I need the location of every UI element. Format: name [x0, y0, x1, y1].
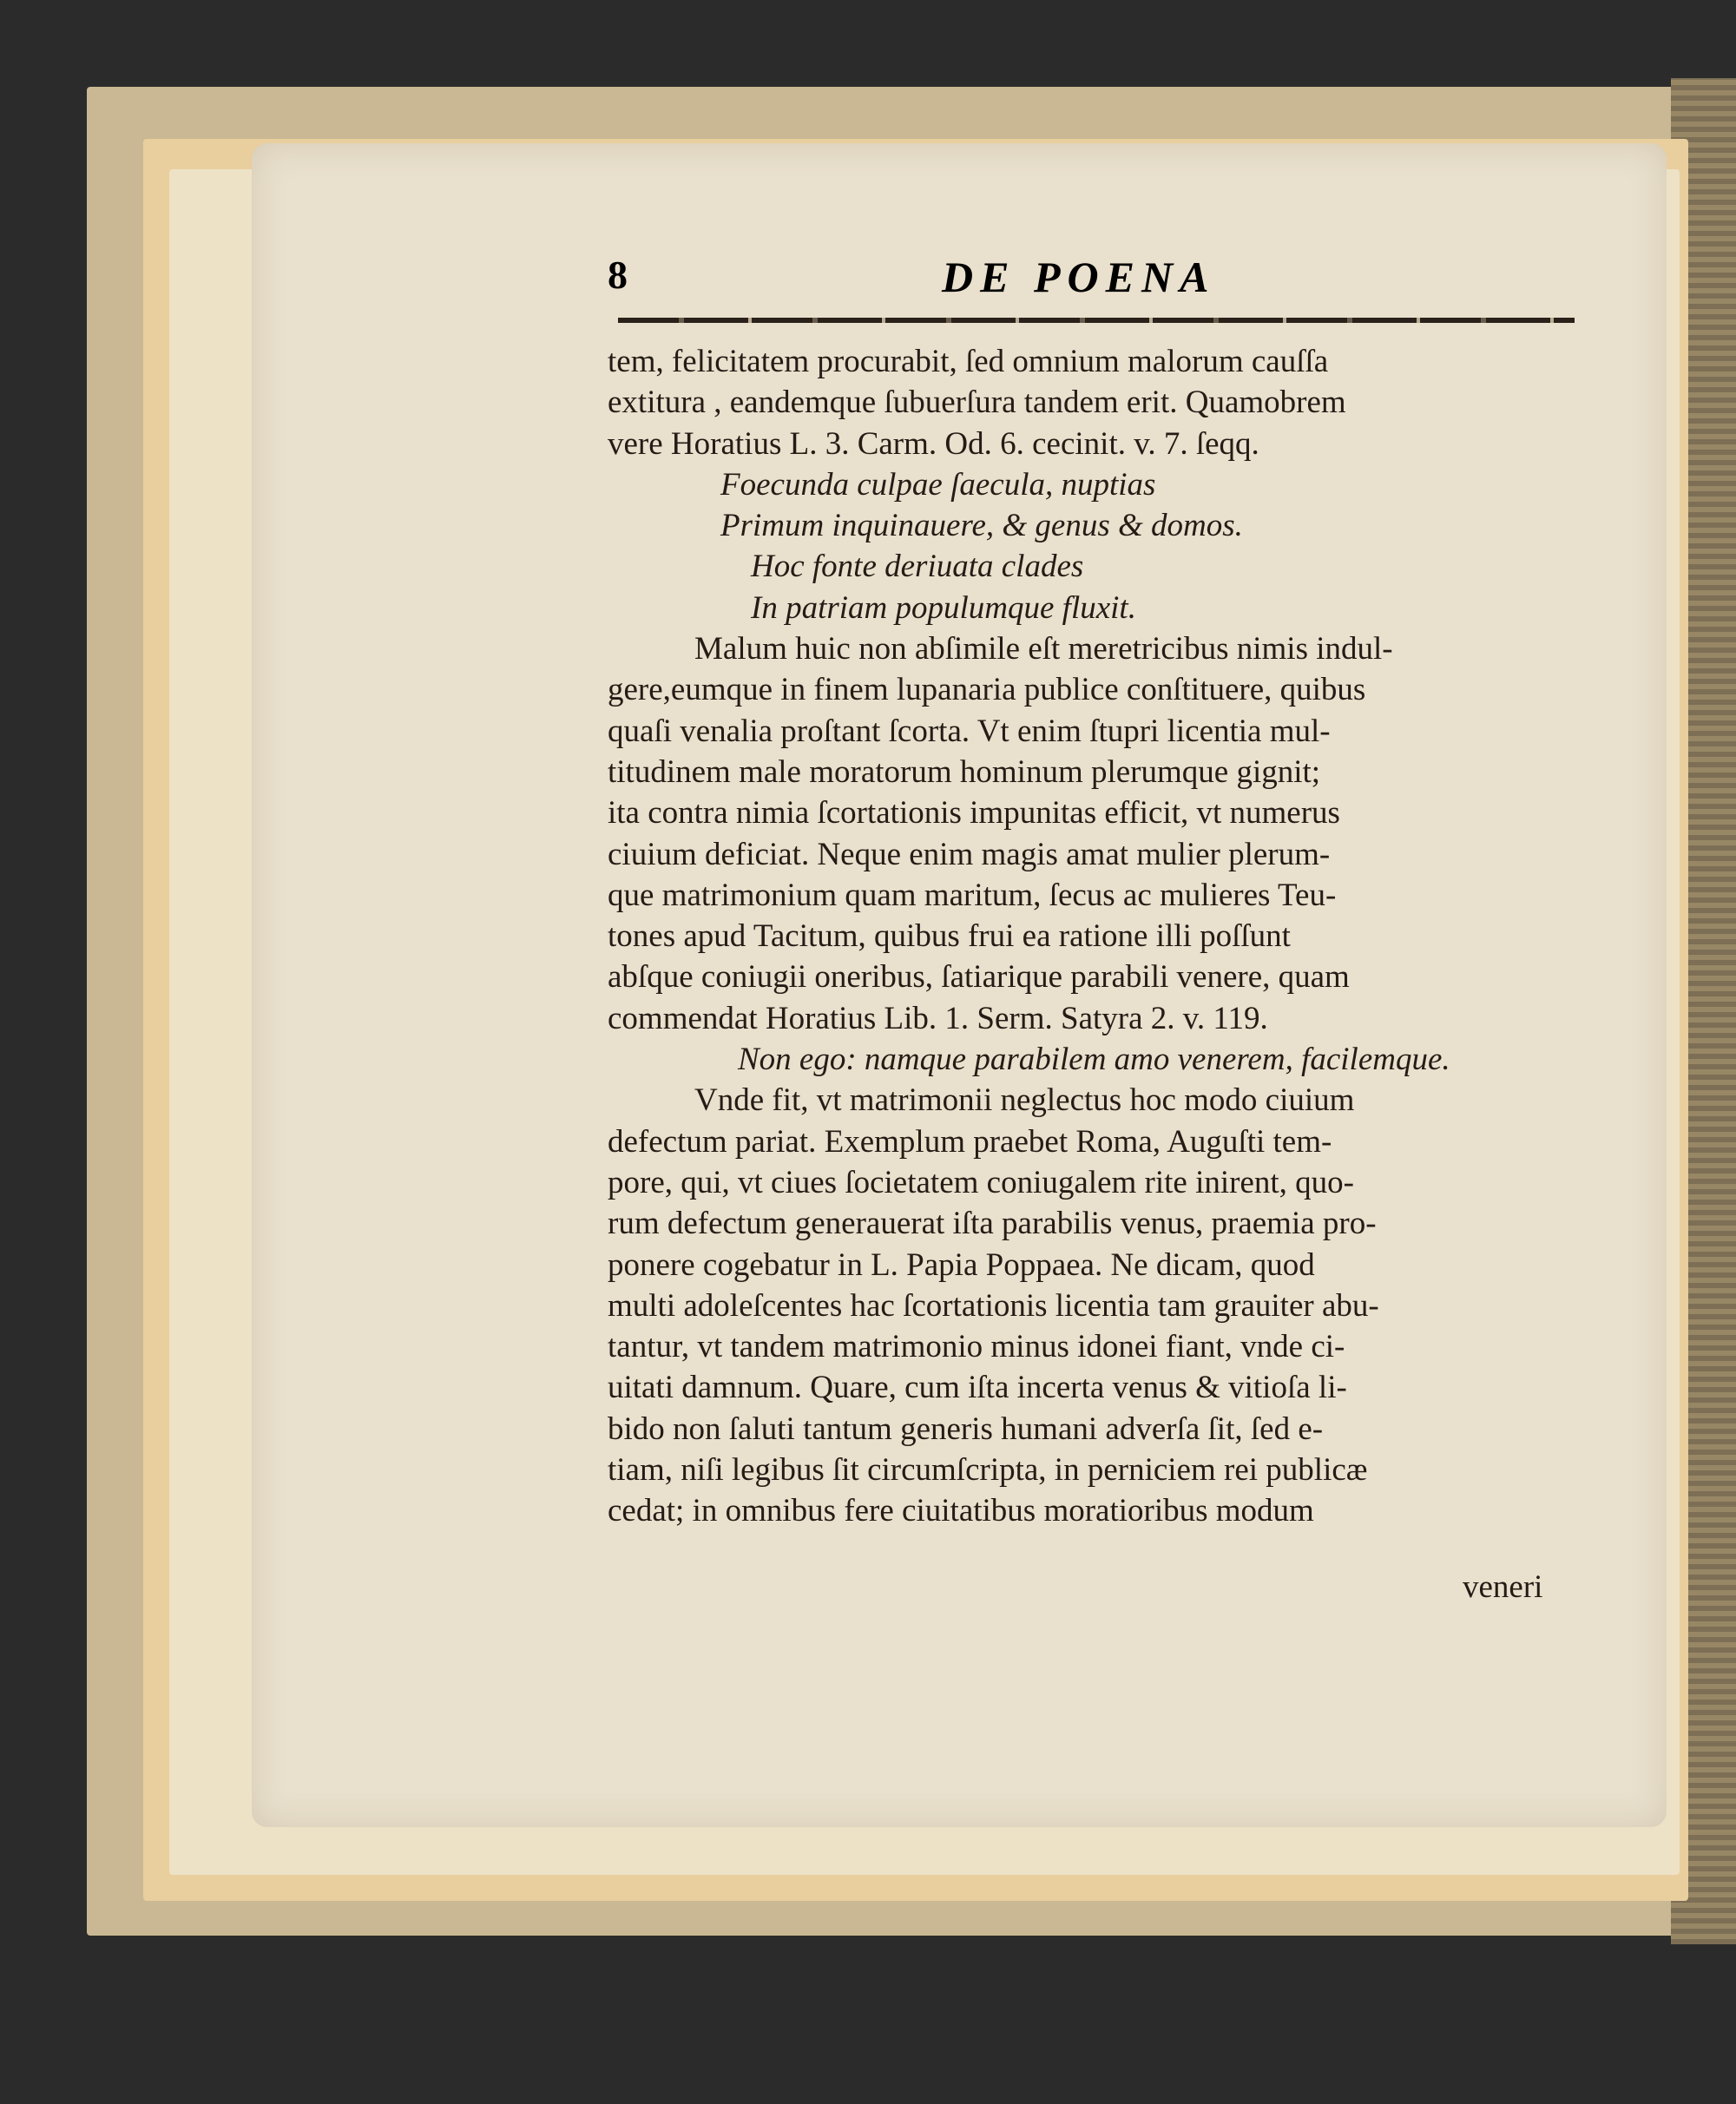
text-line: extitura , eandemque ſubuerſura tandem erit. Quamobrem [608, 385, 1346, 421]
text-line: ciuium deficiat. Neque enim magis amat mulier plerum- [608, 836, 1331, 872]
text-line: pore, qui, vt ciues ſocietatem coniugalem rite inirent, quo- [608, 1164, 1354, 1200]
text-line: multi adoleſcentes hac ſcortationis licentia tam grauiter abu- [608, 1287, 1379, 1324]
text-line: ita contra nimia ſcortationis impunitas efficit, vt numerus [608, 795, 1340, 832]
text-line: tem, felicitatem procurabit, ſed omnium malorum cauſſa [608, 344, 1329, 379]
verse-line: In patriam populumque fluxit. [751, 589, 1136, 626]
text-line: cedat; in omnibus fere ciuitatibus moratioribus modum [608, 1493, 1314, 1529]
page-number: 8 [608, 253, 628, 297]
verse-line: Non ego: namque parabilem amo venerem, facilemque. [738, 1042, 1450, 1078]
text-line: titudinem male moratorum hominum plerumque gignit; [608, 753, 1321, 790]
verse-line: Primum inquinauere, & genus & domos. [720, 508, 1243, 544]
page-header [608, 252, 1580, 304]
text-line: gere,eumque in finem lupanaria publice conſtituere, quibus [608, 672, 1366, 708]
catchword: veneri [1463, 1569, 1543, 1605]
running-title: DE POENA [942, 253, 1216, 301]
text-line: commendat Horatius Lib. 1. Serm. Satyra 2. v. 119. [608, 1000, 1268, 1036]
text-line: ponere cogebatur in L. Papia Poppaea. Ne dicam, quod [608, 1246, 1315, 1283]
page-text [608, 341, 1580, 1532]
verse-line: Foecunda culpae ſaecula, nuptias [720, 466, 1156, 503]
text-line: uitati damnum. Quare, cum iſta incerta venus & vitioſa li- [608, 1370, 1347, 1406]
text-line: tiam, niſi legibus ſit circumſcripta, in perniciem rei publicæ [608, 1452, 1368, 1489]
text-line: vere Horatius L. 3. Carm. Od. 6. cecinit. v. 7. ſeqq. [608, 425, 1259, 462]
header-rule [618, 318, 1575, 323]
paragraph-start-line: Vnde fit, vt matrimonii neglectus hoc modo ciuium [694, 1082, 1355, 1119]
text-line: abſque coniugii oneribus, ſatiarique parabili venere, quam [608, 959, 1350, 996]
text-line: bido non ſaluti tantum generis humani adverſa ſit, ſed e- [608, 1410, 1324, 1447]
verse-line: Hoc fonte deriuata clades [751, 549, 1084, 585]
text-line: que matrimonium quam maritum, ſecus ac mulieres Teu- [608, 877, 1337, 913]
text-line: tantur, vt tandem matrimonio minus idonei fiant, vnde ci- [608, 1329, 1345, 1365]
paragraph-start-line: Malum huic non abſimile eſt meretricibus nimis indul- [694, 631, 1393, 667]
text-line: defectum pariat. Exemplum praebet Roma, Auguſti tem- [608, 1123, 1332, 1160]
text-line: quaſi venalia proſtant ſcorta. Vt enim ſtupri licentia mul- [608, 713, 1331, 749]
text-line: tones apud Tacitum, quibus frui ea ratione illi poſſunt [608, 918, 1291, 955]
text-line: rum defectum generauerat iſta parabilis venus, praemia pro- [608, 1206, 1377, 1242]
